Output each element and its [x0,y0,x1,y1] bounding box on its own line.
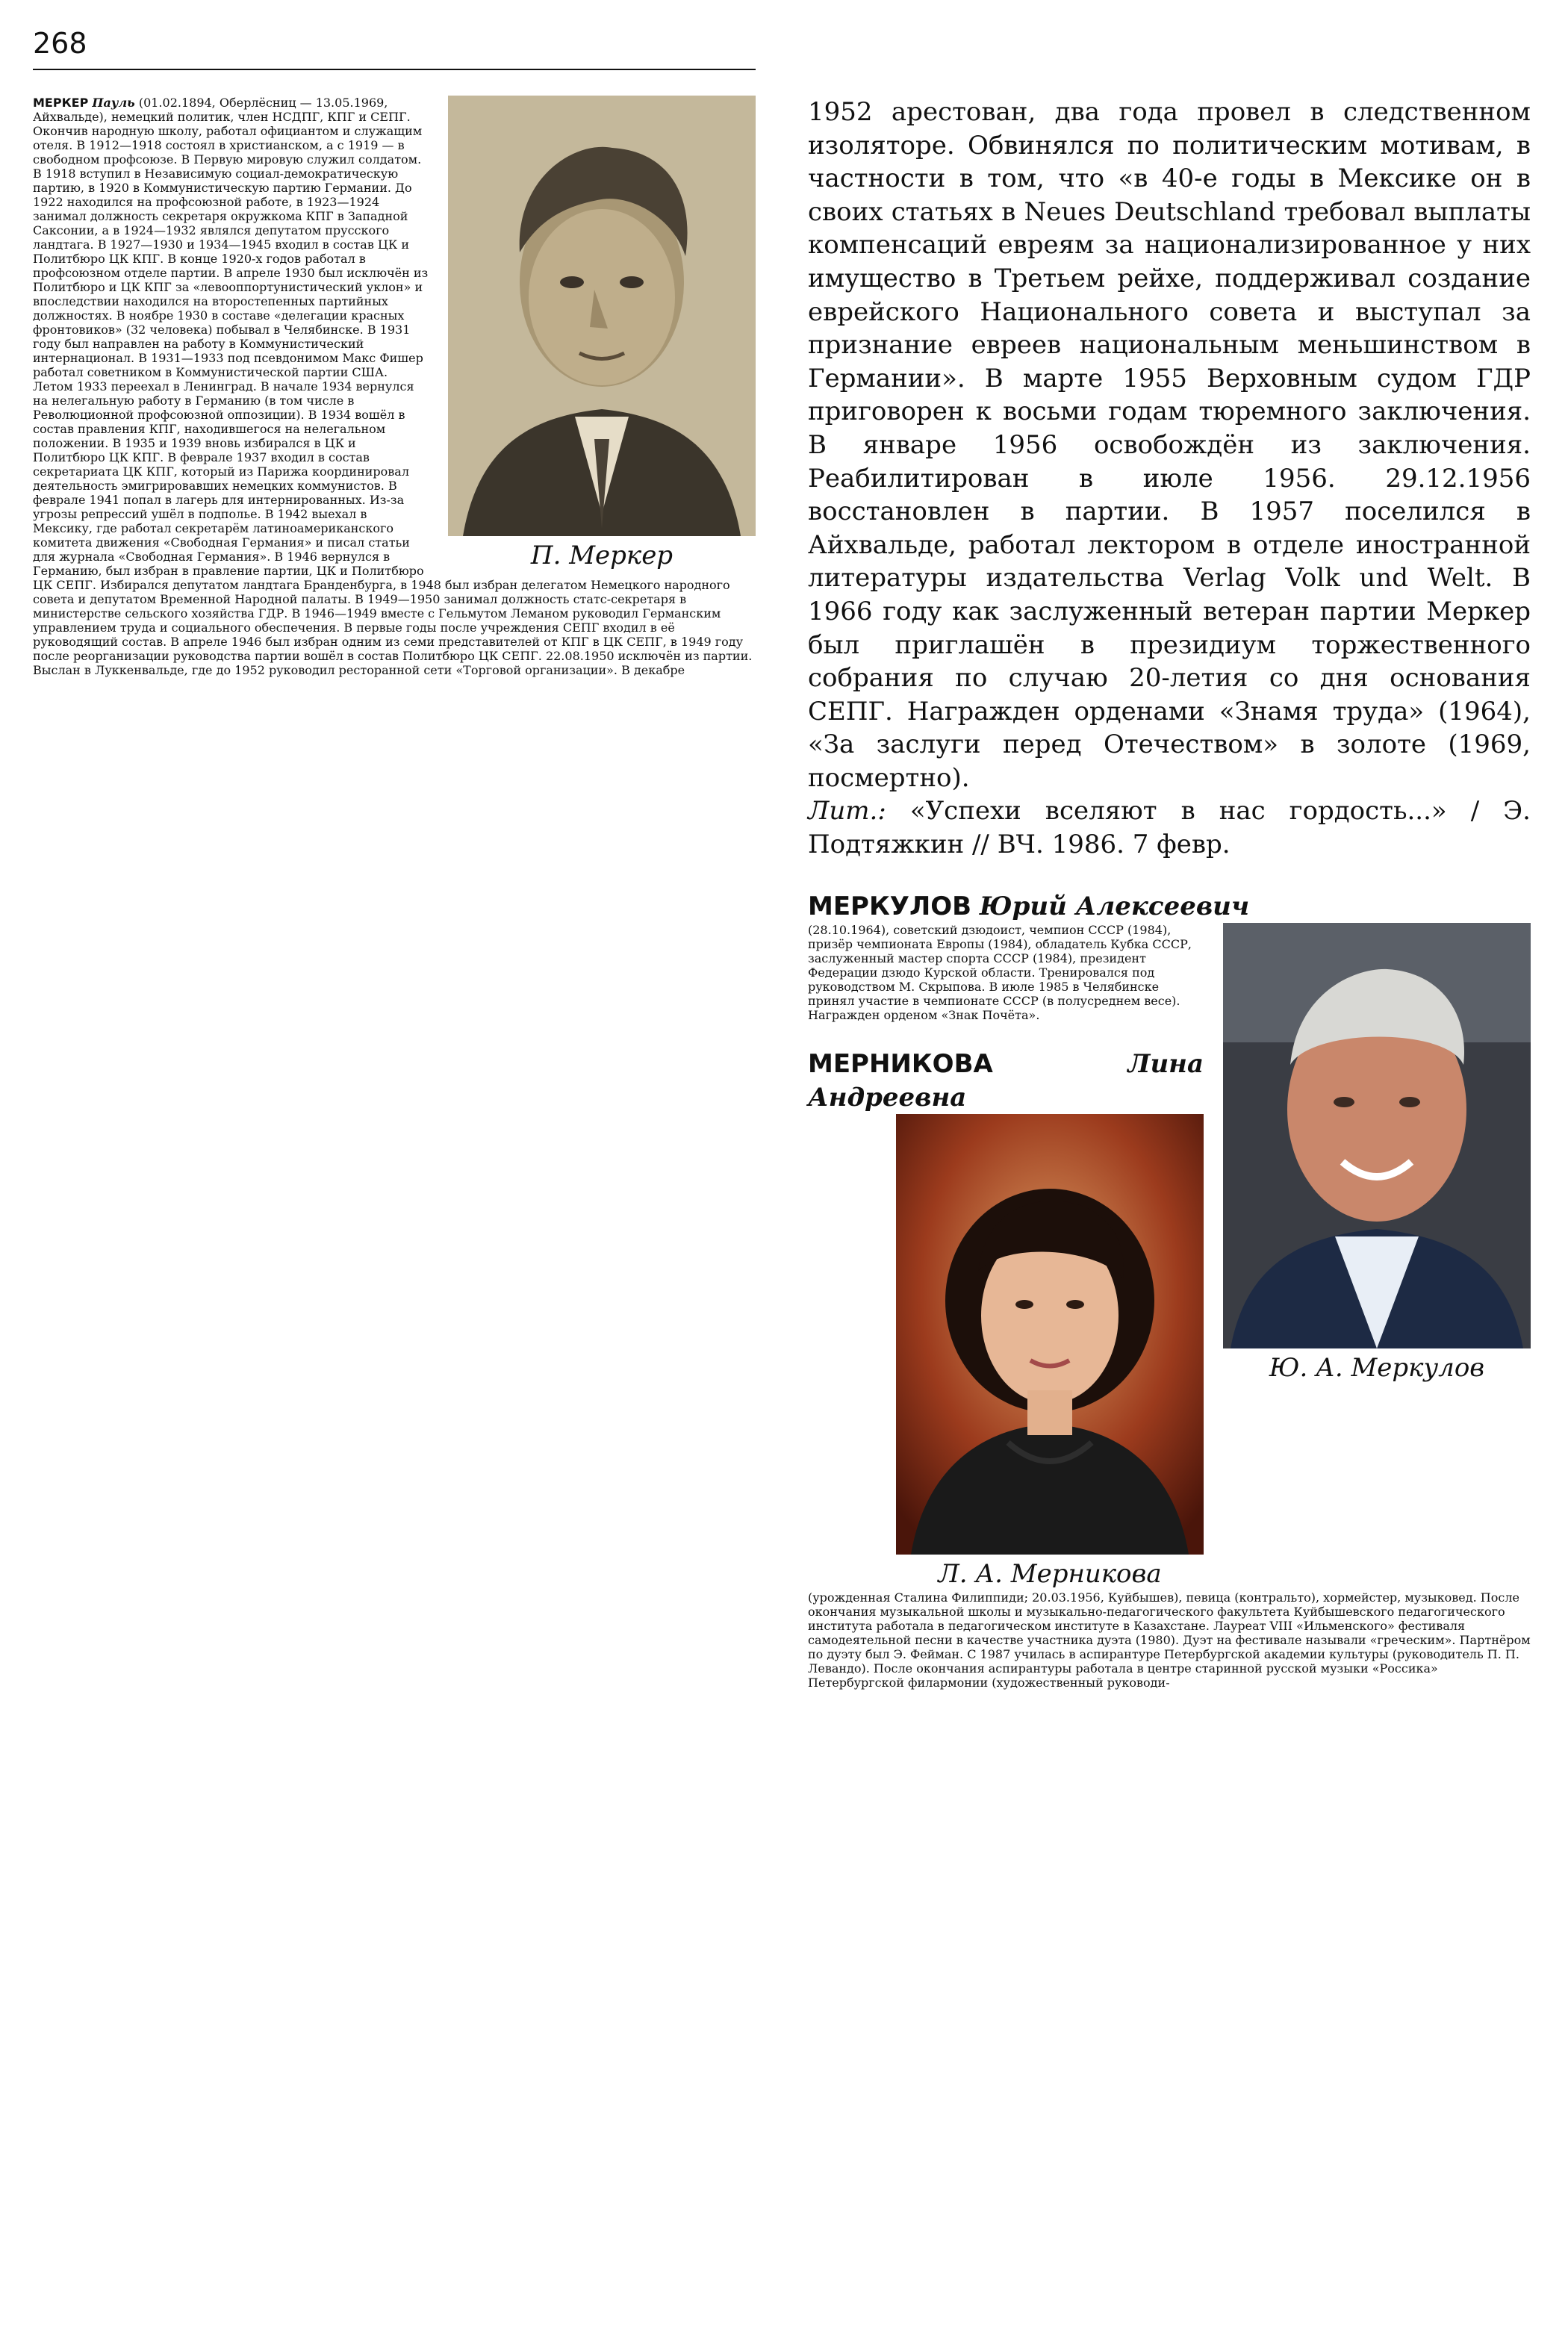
mernikova-headword: МЕРНИКОВА [808,1049,993,1080]
merker-lit-label: Лит.: [808,796,886,827]
mernikova-photo-caption: Л. А. Мерникова [938,1559,1162,1590]
merker-photo [448,96,756,572]
merkulov-name: Юрий Алексеевич [979,891,1250,921]
mernikova-photo [896,1114,1204,1590]
merker-text-part1: (01.02.1894, Оберлёсниц — 13.05.1969, Айхвальде), немецкий политик, член НСДПГ, КПГ и СЕПГ. Окончив народную школу, работал официантом и служащим отеля. В 1912—1918 состоял в христианском, а с 1919 — в свободном профсоюзе. В Первую мировую служил солдатом. В 1918 вступил в Независимую социал-демократическую партию, в 1920 в Коммунистическую партию Германии. До 1922 находился на профсоюзной работе, в 1923—1924 занимал должность секретаря окружкома КПГ в Западной Саксонии, а в 1924—1932 являлся депутатом прусского ландтага. В 1927—1930 и 1934—1945 входил в состав ЦК и Политбюро ЦК КПГ. В конце 1920-х годов работал в профсоюзном отделе партии. В апреле 1930 был исключён из Политбюро и ЦК КПГ за «левооппортунистический уклон» и впоследствии находился на второстепенных партийных должностях. В ноябре 1930 в составе «делегации красных фронтовиков» (32 человека) побывал в Челябинске. В 1931 году был направлен на работу в Коммунистический интернационал. В 1931—1933 под псевдонимом Макс Фишер работал советником в Коммунистической партии США. Летом 1933 переехал в Ленинград. В начале 1934 вернулся на нелегальную работу в Германию (в том числе в Революционной профсоюзной оппозиции). В 1934 вошёл в состав правления КПГ, находившегося на нелегальном положении. В 1935 и 1939 вновь избирался в ЦК и Политбюро ЦК КПГ. В феврале 1937 входил в состав секретариата ЦК КПГ, который из Парижа координировал деятельность эмигрировавших немецких коммунистов. В феврале 1941 попал в лагерь для интернированных. Из-за угрозы репрессий ушёл в подполье. В 1942 выехал в Мексику, где работал секретарём латиноамериканского комитета движения «Свободная Германия» и писал статьи для журнала «Свободная Германия». В 1946 вернулся в Германию, был избран в правление партии, ЦК и Политбюро ЦК СЕПГ. Избирался депутатом ландтага Бранденбурга, в 1948 был избран делегатом Немецкого народного совета и депутатом Временной Народной палаты. В 1949—1950 занимал должность статс-секретаря в министерстве сельского хозяйства ГДР. В 1946—1949 вместе с Гельмутом Леманом руководил Германским управлением труда и социального обеспечения. В первые годы после учреждения СЕПГ входил в её руководящий состав. В апреле 1946 был избран одним из семи представителей от КПГ в ЦК СЕПГ, в 1949 году после реорганизации руководства партии вошёл в состав Политбюро ЦК СЕПГ. 22.08.1950 исключён из партии. Выслан в Луккенвальде, где до 1952 руководил ресторанной сети «Торговой организации». В декабре [33,96,753,677]
merkulov-headword: МЕРКУЛОВ [808,891,972,921]
merker-portrait [448,96,756,536]
mernikova-text: (урожденная Сталина Филиппиди; 20.03.1956, Куйбышев), певица (контральто), хормейстер, музыковед. После окончания музыкальной школы и музыкально-педагогического факультета Куйбышевского педагогического института работала в педагогическом институте в Казахстане. Лауреат VIII «Ильменского» фестиваля самодеятельной песни в качестве участника дуэта (1980). Дуэт на фестивале называли «греческим». Партнёром по дуэту был Э. Фейман. С 1987 училась в аспирантуре Петербургской академии культуры (руководитель П. П. Левандо). После окончания аспирантуры работала в центре старинной русской музыки «Россика» Петербургской филармонии (художественный руководи- [808,1590,1531,1690]
merkulov-photo [1223,923,1531,1384]
left-column [33,96,756,689]
mernikova-portrait [896,1114,1204,1555]
merker-text-part2: 1952 арестован, два года провел в следственном изоляторе. Обвинялся по политическим мотивам, в частности в том, что «в 40-е годы в Мексике он в своих статьях в Neues Deutschland требовал выплаты компенсаций евреям за национализированное у них имущество в Третьем рейхе, поддерживал создание еврейского Национального совета и выступал за признание евреев национальным меньшинством в Германии». В марте 1955 Верховным судом ГДР приговорен к восьми годам тюремного заключения. В январе 1956 освобождён из заключения. Реабилитирован в июле 1956. 29.12.1956 восстановлен в партии. В 1957 поселился в Айхвальде, работал лектором в отделе иностранной литературы издательства Verlag Volk und Welt. В 1966 году как заслуженный ветеран партии Меркер был приглашён в президиум торжественного собрания по случаю 20-летия со дня основания СЕПГ. Награжден орденами «Знамя труда» (1964), «За заслуги перед Отечеством» в золоте (1969, посмертно). [808,97,1531,793]
right-column [808,96,1531,1702]
merker-lit-text: «Успехи вселяют в нас гордость...» / Э. Подтяжкин // ВЧ. 1986. 7 февр. [808,796,1531,860]
page-number: 268 [33,27,87,60]
entry-merker-continued [808,96,1531,862]
merkulov-portrait [1223,923,1531,1348]
header-rule [33,69,756,70]
merker-headword: МЕРКЕР [33,96,89,110]
merker-name: Пауль [92,96,135,110]
merker-photo-caption: П. Меркер [530,541,673,570]
mernikova-name: Лина Андреевна [808,1049,1204,1113]
merkulov-text: (28.10.1964), советский дзюдоист, чемпион СССР (1984), призёр чемпионата Европы (1984), обладатель Кубка СССР, заслуженный мастер спорта СССР (1984), президент Федерации дзюдо Курской области. Тренировался под руководством М. Скрыпова. В июле 1985 в Челябинске принял участие в чемпионате СССР (в полусреднем весе). Награжден орденом «Знак Почёта». [808,923,1192,1023]
entry-merkulov [808,890,1531,924]
merkulov-photo-caption: Ю. А. Меркулов [1269,1353,1485,1384]
